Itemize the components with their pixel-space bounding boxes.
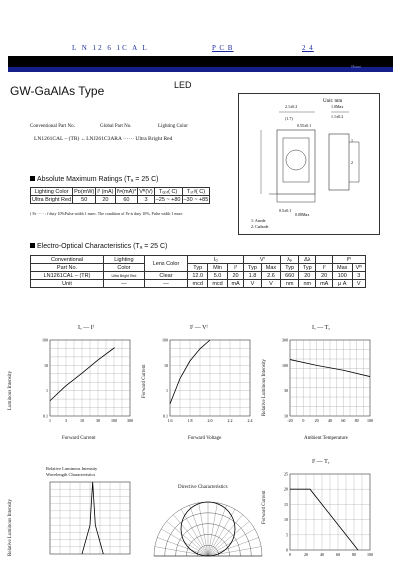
svg-text:1.0Max: 1.0Max [331,104,344,109]
header-page-num: 2 4 [302,44,314,52]
chart3-plot [276,336,376,426]
chart2-title: Iᶠ — Vᶠ [190,325,208,331]
chart2-plot [156,336,256,426]
x-tick-label: 3 [65,418,67,423]
x-tick-label: 60 [341,418,346,423]
y-tick-label: 10 [284,413,288,419]
x-tick-label: 20 [314,418,319,423]
x-tick-label: 100 [367,418,373,423]
chart4-ylabel: Relative Luminous Intensity [8,499,13,556]
y-tick-label: 15 [284,501,288,507]
header-pcb-link[interactable]: P C B [212,44,234,52]
svg-text:1.1±0.2: 1.1±0.2 [331,114,344,119]
x-tick-label: 40 [320,552,324,557]
header-home-link[interactable]: Home [351,64,361,69]
x-tick-label: 0 [289,552,291,557]
abs-max-row: Ultra Bright Red 50 20 60 3 –25 ~ +80 –30 ~ +85 [32,196,209,203]
y-tick-label: 0.1 [43,413,48,419]
abs-max-header-row: Lighting Color Pᴅ(mW) Iᶠ (mA) Iᶠᴘ(mA)* Vᴿ(V) Tₒₚᵣ( C) Tₛₜᵍ( C) [31,188,210,196]
x-tick-label: 100 [111,418,117,423]
label-global: Global Part No. [100,124,132,129]
chart5-plot [150,492,266,564]
y-tick-label: 300 [282,337,288,343]
chart2-ylabel: Forward Current [142,364,147,398]
x-tick-label: 80 [352,552,356,557]
part-no-line: LN1261CAL – (TR) ←LNJ261C3ARA ······ Ultra Bright Red [34,136,173,142]
chart3-title: Iₒ — Tₐ [312,325,330,331]
x-tick-label: 2.2 [227,418,233,423]
svg-text:0.08Max: 0.08Max [295,212,310,217]
electro-data-row: LN1261CAL – (TR) Ultra Bright Red Clear 12.0 5.0 20 1.8 2.6 660 20 20 100 3 [31,272,366,280]
svg-text:(1.7): (1.7) [285,116,293,121]
svg-text:0.55±0.1: 0.55±0.1 [297,123,312,128]
x-tick-label: -20 [287,418,293,423]
chart5-title: Directive Characteristics [178,485,228,490]
chart4-title2: Wavelength Characteristics [46,472,96,477]
x-tick-label: 300 [127,418,133,423]
unit-note: Unit: mm [323,99,343,104]
chart1-plot [36,336,136,426]
chart4-plot [36,478,136,558]
x-tick-label: 2.4 [247,418,253,423]
x-tick-label: 40 [328,418,332,423]
y-tick-label: 10 [44,362,48,368]
x-tick-label: 80 [354,418,359,423]
doc-category: LED [174,80,192,90]
chart6-plot [276,470,376,560]
abs-max-table [30,187,210,204]
chart6-title: Iᶠ — Tₐ [312,459,330,465]
package-drawing [238,93,380,235]
label-lighting-color: Lighting Color [158,124,188,129]
svg-text:2: 2 [351,160,353,165]
x-tick-label: 1.6 [167,418,173,423]
x-tick-label: 1.8 [187,418,193,423]
chart3-ylabel: Relative Luminous Intensity [262,359,267,416]
x-tick-label: 1 [49,418,51,423]
chart1-title: Iₒ — Iᶠ [78,325,94,331]
y-tick-label: 30 [284,388,288,394]
chart1-xlabel: Forward Current [62,436,96,441]
y-tick-label: 100 [282,362,288,368]
y-tick-label: 25 [284,471,288,477]
svg-text:2: Cathode: 2: Cathode [251,224,269,229]
electro-header-row-2: Part No. Color Typ Min Iᶠ Typ Max Typ Typ Iᶠ Max Vᴿ [31,264,366,272]
chart1-series-line [50,348,115,401]
y-tick-label: 20 [284,486,288,492]
y-tick-label: 1 [46,388,48,394]
header-part-code[interactable]: L N 12 6 1C A L [72,44,149,52]
x-tick-label: 0 [302,418,305,423]
y-tick-label: 10 [164,362,168,368]
y-tick-label: 0 [286,547,288,553]
x-tick-label: 20 [304,552,308,557]
svg-text:1: 1 [351,138,353,143]
electro-heading: Electro-Optical Characteristics (Tₐ = 25 C) [30,243,167,250]
y-tick-label: 100 [42,337,48,343]
abs-max-heading: Absolute Maximum Ratings (Tₐ = 25 C) [30,176,158,183]
x-tick-label: 100 [367,552,373,557]
chart6-ylabel: Forward Current [262,490,267,524]
x-tick-label: 10 [80,418,84,423]
y-tick-label: 10 [284,517,288,523]
y-tick-label: 0.1 [163,413,168,419]
electro-unit-row: Unit — — mcd mcd mA V V nm nm mA μ A V [31,280,366,288]
chart4-title1: Relative Luminous Intensity [46,466,98,471]
header-blue-bar [8,67,393,72]
x-tick-label: 60 [336,552,340,557]
label-conventional: Conventional Part No. [30,124,75,129]
chart2-xlabel: Forward Voltage [188,436,222,441]
electro-header-row-1: Conventional Lighting Lens Color Iₒ Vᶠ λₚ Δλ Iᴿ [31,256,366,264]
chart1-ylabel: Luminous Intensity [8,370,13,410]
doc-title: GW-GaAlAs Type [10,84,105,98]
x-tick-label: 30 [96,418,100,423]
electro-table [30,255,366,288]
y-tick-label: 1 [166,388,168,394]
svg-text:0.5±0.1: 0.5±0.1 [279,208,292,213]
svg-text:2.1±0.2: 2.1±0.2 [285,104,298,109]
abs-max-note: ( Iᶠᴘ ····· : f duty 10%Pulse width 1 msec. The condition of Iᶠᴘ is duty 10%, Pulse width 1 msec [30,211,183,216]
header-black-bar [8,56,393,67]
y-tick-label: 100 [162,337,168,343]
y-tick-label: 5 [286,532,288,538]
x-tick-label: 2.0 [207,418,213,423]
chart3-xlabel: Ambient Temperature [304,436,348,441]
svg-text:1: Anode: 1: Anode [251,218,266,223]
